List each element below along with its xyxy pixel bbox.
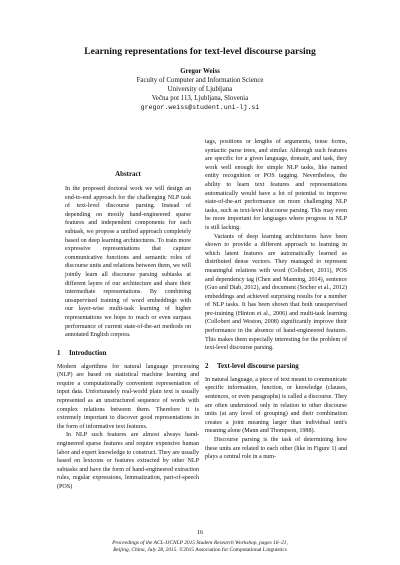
intro-paragraph-2: In NLP such features are almost always hand-engineered sparse features and require expensive human labor and expert knowledge to construct. They are usually based on lexicons or features extracted by other NLP subtasks and have the form of hand-engineered extraction rules, regular expressions, lemmatization, part-of-speech (POS)	[57, 432, 199, 490]
abstract-heading: Abstract	[115, 171, 141, 178]
footer-location-date: Beijing, China, July 28, 2015.	[113, 547, 178, 554]
footer-line-2	[0, 547, 400, 554]
footer-copyright: ©2015 Association for Computational Linguistics	[179, 547, 287, 554]
section-title: Introduction	[69, 349, 107, 357]
author-affiliation-university: University of Ljubljana	[167, 85, 233, 93]
right-column	[205, 138, 347, 462]
discourse-paragraph-1: In natural language, a piece of text meant to communicate specific information, function, or knowledge (clauses, sentences, or even paragraphs) is called a discourse. They are often understood only in relation to other discourse units (at any level of grouping) and their combination creates a joint meaning larger than individual unit's meaning alone (Mann and Thompson, 1988).	[205, 376, 347, 435]
paper-title: Learning representations for text-level discourse parsing	[84, 46, 316, 57]
page-number: 16	[196, 529, 204, 536]
abstract-text: In the proposed doctoral work we will design an end-to-end approach for the challenging NLP task of text-level discourse parsing. Instead of depending on mostly hand-engineered sparse features and independent components for each subtask, we propose a unified approach completely based on deep learning architectures. To train more expressive representations that capture communicative functions and semantic roles of discourse units and relations between them, we will jointly learn all discourse parsing subtasks at different layers of our architecture and share their intermediate representations. By combining unsupervised training of word embeddings with our layer-wise multi-task learning of higher representations we hope to reach or even surpass performance of current state-of-the-art methods on annotated English corpora.	[65, 186, 191, 339]
section-number: 2	[205, 362, 209, 370]
intro-paragraph-1: Modern algorithms for natural language processing (NLP) are based on statistical machine learning and require a computationally convenient representation of input data. Unfortunately real-world plain text is usually represented as an unstructured sequence of words with complex relations between them. Therefore it is extremely important to discover good representations in the form of informative text features.	[57, 363, 199, 430]
intro-paragraph-4: Variants of deep learning architectures have been shown to provide a different approach to learning in which latent features are automatically learned as distributed dense vectors. They managed to represent meaningful relations with word (Collobert, 2011), POS and dependency tag (Chen and Manning, 2014), sentence (Guo and Diab, 2012), and document (Socher et al., 2012) embeddings and achieved surprising results for a number of NLP tasks. It has been shown that both unsupervised pre-training (Hinton et al., 2006) and multi-task learning (Collobert and Weston, 2008) significantly improve their performance in the absence of hand-engineered features. This makes them especially interesting for the problem of text-level discourse parsing.	[205, 233, 347, 352]
left-column	[57, 170, 199, 492]
section-heading-discourse-parsing	[205, 362, 347, 371]
author-email[interactable]: gregor.weiss@student.uni-lj.si	[140, 103, 260, 111]
section-heading-introduction	[57, 349, 199, 358]
author-affiliation-faculty: Faculty of Computer and Information Science	[136, 76, 264, 84]
author-address: Večna pot 113, Ljubljana, Slovenia	[151, 94, 249, 102]
intro-paragraph-3: tags, positions or lengths of arguments, tense forms, syntactic parse trees, and similar. Although such features are specific for a given language, domain, and task, they work well enough for simple NLP tasks, like named entity recognition or POS tagging. Nevertheless, the ability to learn text features and representations automatically would have a lot of potential to improve state-of-the-art performance on more challenging NLP tasks, such as text-level discourse parsing. This may even be more important for languages where progress in NLP is still lacking.	[205, 139, 347, 231]
discourse-paragraph-2: Discourse parsing is the task of determining how these units are related to each other (like in Figure 1) and plays a central role in a num-	[205, 437, 347, 461]
section-title: Text-level discourse parsing	[217, 362, 299, 370]
proceedings-footer	[0, 540, 400, 554]
author-block	[0, 68, 400, 113]
section-number: 1	[57, 349, 61, 357]
footer-line-1: Proceedings of the ACL-IJCNLP 2015 Student Research Workshop, pages 16–21,	[112, 540, 288, 546]
author-name: Gregor Weiss	[180, 68, 220, 75]
